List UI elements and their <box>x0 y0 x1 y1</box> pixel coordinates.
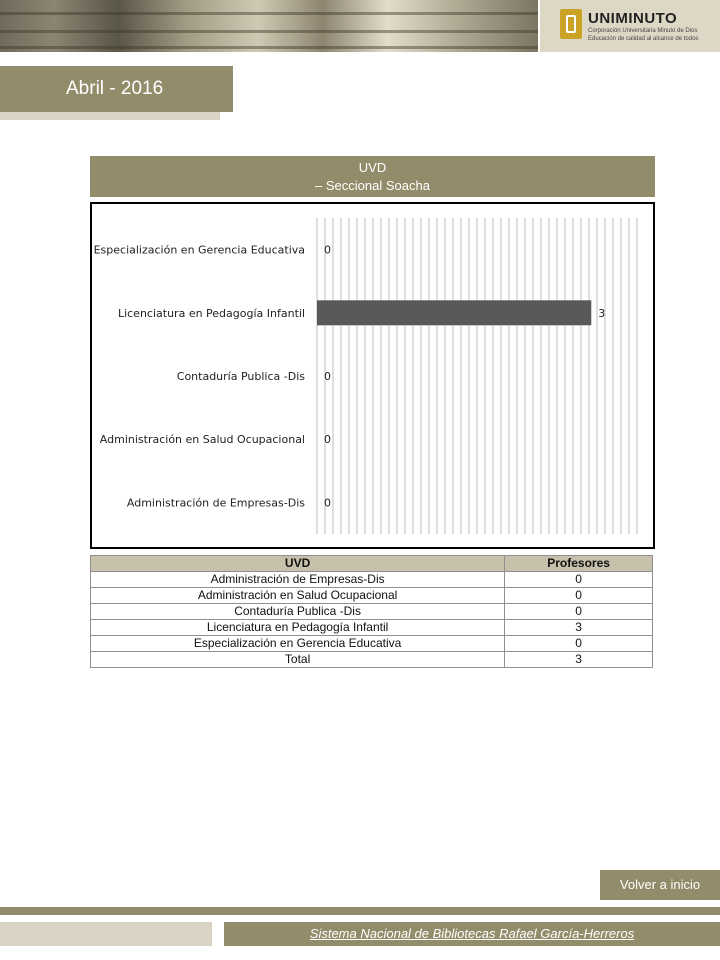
category-label: Especialización en Gerencia Educativa <box>93 243 305 257</box>
category-label: Licenciatura en Pedagogía Infantil <box>117 306 305 320</box>
table-cell-total-label: Total <box>91 652 505 668</box>
table-cell-total-value: 3 <box>505 652 653 668</box>
table-cell-uvd: Licenciatura en Pedagogía Infantil <box>91 620 505 636</box>
logo-mark-icon <box>560 9 582 39</box>
logo-subtitle: Corporación Universitaria Minuto de Dios <box>588 28 698 34</box>
footer-library-link[interactable]: Sistema Nacional de Bibliotecas Rafael García-Herreros <box>224 922 720 946</box>
table-row <box>91 620 653 636</box>
chart-frame <box>90 202 655 549</box>
category-label: Administración en Salud Ocupacional <box>99 433 305 447</box>
logo-tagline: Educación de calidad al alcance de todos <box>588 36 699 42</box>
table-cell-uvd: Contaduría Publica -Dis <box>91 604 505 620</box>
header-banner-image <box>0 0 538 52</box>
bar <box>317 300 591 325</box>
table-cell-uvd: Administración en Salud Ocupacional <box>91 588 505 604</box>
table-cell-profesores: 0 <box>505 572 653 588</box>
table-cell-uvd: Administración de Empresas-Dis <box>91 572 505 588</box>
table-cell-profesores: 0 <box>505 636 653 652</box>
table-total-row <box>91 652 653 668</box>
bar-chart <box>92 204 653 547</box>
date-label: Abril - 2016 <box>66 78 164 99</box>
column-header-profesores: Profesores <box>505 556 653 572</box>
data-label: 0 <box>324 496 331 510</box>
table-row <box>91 636 653 652</box>
table-cell-profesores: 0 <box>505 604 653 620</box>
data-label: 3 <box>598 306 606 320</box>
logo-name: UNIMINUTO <box>588 10 678 27</box>
data-label: 0 <box>324 433 331 447</box>
table-row <box>91 572 653 588</box>
chart-title: UVD <box>358 160 387 175</box>
data-label: 0 <box>324 243 331 257</box>
category-label: Administración de Empresas-Dis <box>126 496 305 510</box>
university-logo <box>540 0 720 52</box>
data-table <box>90 555 653 668</box>
column-header-uvd: UVD <box>91 556 505 572</box>
back-to-home-button[interactable]: Volver a inicio <box>600 870 720 900</box>
footer-left-block <box>0 922 212 946</box>
table-cell-profesores: 0 <box>505 588 653 604</box>
table-header-row <box>91 556 653 572</box>
chart-title-bar <box>90 156 655 197</box>
data-label: 0 <box>324 370 331 383</box>
table-row <box>91 588 653 604</box>
category-label: Contaduría Publica -Dis <box>176 370 305 383</box>
table-cell-profesores: 3 <box>505 620 653 636</box>
chart-subtitle: – Seccional Soacha <box>315 178 430 193</box>
footer-divider <box>0 907 720 915</box>
table-cell-uvd: Especialización en Gerencia Educativa <box>91 636 505 652</box>
table-row <box>91 604 653 620</box>
